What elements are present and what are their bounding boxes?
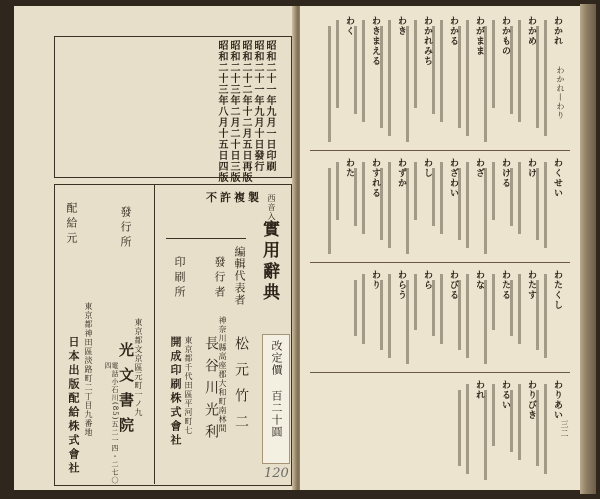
dictionary-body-line xyxy=(432,26,435,114)
dictionary-body-line xyxy=(492,162,495,220)
dictionary-body-line xyxy=(544,20,547,136)
dictionary-body-line xyxy=(380,168,383,240)
date-line-1: 昭和二十一年九月一日印刷 xyxy=(264,40,275,172)
dictionary-body-line xyxy=(484,390,487,480)
dictionary-body-line xyxy=(406,26,409,142)
printer-name: 開成印刷株式會社 xyxy=(169,336,182,448)
dictionary-headword: わりびき xyxy=(526,380,536,420)
dictionary-body-line xyxy=(518,384,521,460)
series-label: 西音入り xyxy=(267,194,276,230)
dictionary-body-line xyxy=(536,280,539,350)
dictionary-body-line xyxy=(510,168,513,226)
handwritten-mark: 120 xyxy=(264,466,289,481)
distributor-name: 日本出版配給株式會社 xyxy=(67,336,80,476)
printer-address: 東京都千代田區平河町七 xyxy=(184,336,193,435)
dictionary-headword: わくせい xyxy=(552,158,562,198)
no-copy-rule xyxy=(166,238,246,239)
dictionary-body-line xyxy=(440,162,443,234)
dictionary-body-line xyxy=(458,390,461,466)
dictionary-body-line xyxy=(432,168,435,226)
dictionary-headword: わらう xyxy=(396,270,406,300)
issuer-address: 東京都文京區元町一ノ九 xyxy=(134,318,143,417)
dictionary-body-line xyxy=(544,384,547,474)
page-number: 三二 xyxy=(560,420,569,438)
dictionary-body-line xyxy=(380,26,383,128)
dictionary-headword: わたる xyxy=(500,270,510,300)
no-copy-label: 不許複製 xyxy=(206,191,262,204)
dictionary-headword: わけ xyxy=(526,158,536,178)
dictionary-body-line xyxy=(510,280,513,336)
dictionary-headword: わかれみち xyxy=(422,16,432,66)
dictionary-headword: わびる xyxy=(448,270,458,300)
price-label: 改定價 xyxy=(270,340,283,376)
dictionary-body-line xyxy=(536,390,539,466)
dictionary-body-line xyxy=(492,384,495,446)
dictionary-body-line xyxy=(406,168,409,254)
page-edges xyxy=(580,4,596,494)
dictionary-body-line xyxy=(518,162,521,234)
dictionary-headword: わかめ xyxy=(526,16,536,46)
printer-role: 印刷所 xyxy=(173,256,186,301)
dictionary-body-line xyxy=(328,168,331,254)
dictionary-headword: われ xyxy=(474,380,484,400)
dictionary-body-line xyxy=(484,280,487,364)
dictionary-body-line xyxy=(440,20,443,122)
dictionary-headword: わり xyxy=(370,270,380,290)
distributor-role: 配給元 xyxy=(65,202,78,247)
dictionary-body-line xyxy=(354,168,357,226)
dictionary-body-line xyxy=(544,274,547,358)
dictionary-headword: わざ xyxy=(474,158,484,178)
publisher-role: 發行者 xyxy=(213,256,226,301)
dictionary-headword: わく xyxy=(344,16,354,36)
column-rule-1 xyxy=(310,150,570,151)
date-line-5: 昭和二十三年八月十五日四版 xyxy=(216,40,227,183)
dictionary-body-line xyxy=(440,274,443,344)
editor-name: 松元竹二 xyxy=(233,336,249,440)
dictionary-body-line xyxy=(406,280,409,364)
dictionary-headword: わずか xyxy=(396,158,406,188)
dictionary-body-line xyxy=(466,162,469,248)
dictionary-headword: わりあい xyxy=(552,380,562,420)
dictionary-headword: わざわい xyxy=(448,158,458,198)
dictionary-body-line xyxy=(432,280,435,336)
column-rule-2 xyxy=(310,262,570,263)
dictionary-body-line xyxy=(388,162,391,248)
dictionary-headword: わら xyxy=(422,270,432,290)
dictionary-body-line xyxy=(466,20,469,136)
editor-role: 編輯代表者 xyxy=(233,246,246,306)
dictionary-headword: わき xyxy=(396,16,406,36)
dictionary-headword: わた xyxy=(344,158,354,178)
dictionary-headword: わし xyxy=(422,158,432,178)
publisher-address: 神奈川縣高座郡大和町南林間 xyxy=(218,316,227,433)
issuer-phone: 電話小石川(85)五二一四・二七〇四 xyxy=(104,362,119,485)
dictionary-headword: わきまえる xyxy=(370,16,380,66)
dictionary-body-line xyxy=(388,20,391,136)
dictionary-body-line xyxy=(536,168,539,240)
dictionary-body-line xyxy=(510,390,513,452)
dictionary-body-line xyxy=(336,20,339,108)
running-head: わかれ—わり xyxy=(556,66,565,120)
dictionary-body-line xyxy=(388,274,391,358)
dictionary-body-line xyxy=(362,274,365,344)
dictionary-body-line xyxy=(354,26,357,114)
dictionary-body-line xyxy=(458,26,461,128)
dictionary-headword: わかる xyxy=(448,16,458,46)
issuer-role: 發行所 xyxy=(119,206,132,251)
dictionary-body-line xyxy=(518,20,521,122)
dictionary-headword: わすれる xyxy=(370,158,380,198)
dictionary-body-line xyxy=(328,26,331,142)
date-line-2: 昭和二十一年九月十日發行 xyxy=(252,40,263,172)
dictionary-headword: わるい xyxy=(500,380,510,410)
dictionary-body-line xyxy=(362,20,365,122)
date-line-4: 昭和二十三年二月二十日三版 xyxy=(228,40,239,183)
dictionary-body-line xyxy=(484,168,487,254)
dictionary-body-line xyxy=(466,274,469,358)
dictionary-body-line xyxy=(492,274,495,330)
column-rule-3 xyxy=(310,372,570,373)
dictionary-body-line xyxy=(466,384,469,474)
dictionary-headword: わかれ xyxy=(552,16,562,46)
dictionary-headword: わかもの xyxy=(500,16,510,56)
dictionary-body-line xyxy=(414,20,417,108)
dictionary-body-line xyxy=(484,26,487,142)
dictionary-headword: わける xyxy=(500,158,510,188)
dictionary-body-line xyxy=(510,26,513,114)
price-value: 百二十圓 xyxy=(270,390,283,438)
dictionary-body-line xyxy=(544,162,547,248)
dictionary-body-line xyxy=(336,162,339,220)
colophon-page xyxy=(14,6,297,490)
dictionary-body-line xyxy=(492,20,495,108)
distributor-address: 東京都神田區淡路町二丁目九番地 xyxy=(84,302,93,437)
dictionary-headword: わがまま xyxy=(474,16,484,56)
dictionary-body-line xyxy=(354,280,357,336)
dictionary-body-line xyxy=(536,26,539,128)
dictionary-body-line xyxy=(458,168,461,240)
date-line-3: 昭和二十二年十二月五日再版 xyxy=(240,40,251,183)
dictionary-body-line xyxy=(518,274,521,344)
dictionary-body-line xyxy=(414,274,417,330)
dictionary-headword: わたす xyxy=(526,270,536,300)
dictionary-body-line xyxy=(414,162,417,220)
publisher-name: 長谷川光利 xyxy=(203,336,219,446)
imprint-divider xyxy=(154,184,155,484)
issuer-name: 光文書院 xyxy=(117,342,135,442)
dictionary-body-line xyxy=(458,280,461,350)
dictionary-headword: わたくし xyxy=(552,270,562,310)
book-title: 實用辭典 xyxy=(259,220,279,304)
dictionary-body-line xyxy=(362,162,365,234)
dictionary-headword: わな xyxy=(474,270,484,290)
dictionary-body-line xyxy=(380,280,383,350)
